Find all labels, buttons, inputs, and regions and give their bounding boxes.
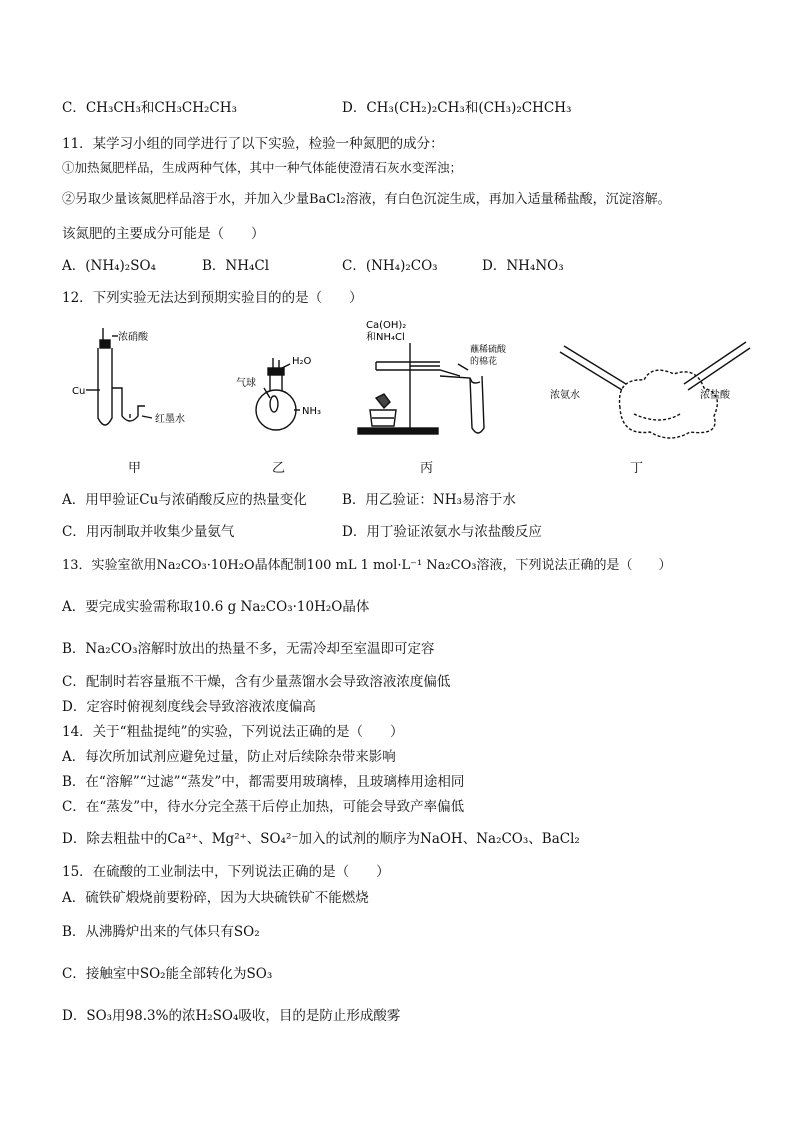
bing-reagent-label-2: 和NH₄Cl [366,332,405,343]
bing-reagent-label-1: Ca(OH)₂ [366,320,407,331]
jia-metal-label: Cu [72,386,86,397]
q12-option-a: A．用甲验证Cu与浓硝酸反应的热量变化 [62,492,307,508]
bing-stand-base [358,428,438,434]
bing-cotton-label-2: 的棉花 [470,357,498,367]
figure-bing [358,343,484,434]
jia-stopper [100,340,110,348]
bing-collecting-tube [470,376,484,433]
figure-jia-caption: 甲 [128,461,142,476]
q12-option-d: D．用丁验证浓氨水与浓盐酸反应 [342,524,542,540]
q12-option-c: C．用丙制取并收集少量氨气 [62,524,235,540]
q14-option-c: C．在“蒸发”中，待水分完全蒸干后停止加热，可能会导致产率偏低 [62,799,465,815]
q15-stem: 15．在硫酸的工业制法中，下列说法正确的是（ ） [62,864,390,880]
bing-tube [376,370,460,376]
q14-option-d: D．除去粗盐中的Ca²⁺、Mg²⁺、SO₄²⁻加入的试剂的顺序为NaOH、Na₂CO₃、BaCl₂ [62,831,580,847]
jia-water-label: 红墨水 [155,414,185,425]
q11-question: 该氮肥的主要成分可能是（ ） [62,226,265,242]
q12-apparatus-figures [60,318,760,478]
q12-stem: 12．下列实验无法达到预期实验目的的是（ ） [62,290,363,306]
q15-option-b: B．从沸腾炉出来的气体只有SO₂ [62,924,260,940]
figure-yi-caption: 乙 [272,461,286,476]
q14-stem: 14．关于“粗盐提纯”的实验，下列说法正确的是（ ） [62,724,404,740]
ding-left-label: 浓氨水 [550,390,580,401]
q13-option-c: C．配制时若容量瓶不干燥，含有少量蒸馏水会导致溶液浓度偏低 [62,674,451,690]
q14-option-b: B．在“溶解”“过滤”“蒸发”中，都需要用玻璃棒，且玻璃棒用途相同 [62,774,465,790]
q11-step2: ②另取少量该氮肥样品溶于水，并加入少量BaCl₂溶液，有白色沉淀生成，再加入适量稀盐酸，沉淀溶解。 [62,192,671,207]
q10-option-d-text: CH₃(CH₂)₂CH₃和(CH₃)₂CHCH₃ [366,100,572,116]
q12-option-b: B．用乙验证：NH₃易溶于水 [342,492,516,508]
yi-balloon [270,396,278,412]
q10-option-d [342,98,571,118]
q10-option-c-text: CH₃CH₃和CH₃CH₂CH₃ [85,100,237,116]
q11-step1: ①加热氮肥样品，生成两种气体，其中一种气体能使澄清石灰水变浑浊； [62,160,463,175]
q11-option-a: A．(NH₄)₂SO₄ [62,258,156,274]
q10-option-c [62,98,237,118]
q10-option-d-label: D． [342,100,367,116]
q15-option-d: D．SO₃用98.3%的浓H₂SO₄吸收，目的是防止形成酸雾 [62,1008,401,1024]
q13-option-b: B．Na₂CO₃溶解时放出的热量不多，无需冷却至室温即可定容 [62,641,435,657]
figure-yi [256,358,300,430]
yi-water-label: H₂O [292,356,312,367]
yi-balloon-label: 气球 [236,378,256,389]
bing-delivery-tube [440,376,480,383]
figure-ding-caption: 丁 [630,461,644,476]
bing-cotton-label-1: 蘸稀硫酸 [470,345,507,355]
jia-test-tube [98,348,112,425]
q11-option-c: C．(NH₄)₂CO₃ [342,258,438,274]
q11-stem: 11．某学习小组的同学进行了以下实验，检验一种氮肥的成分： [62,136,444,152]
yi-flask-neck [270,373,282,391]
bing-flame [376,394,390,408]
q13-option-a: A．要完成实验需称取10.6 g Na₂CO₃·10H₂O晶体 [62,599,370,615]
q11-option-d: D．NH₄NO₃ [482,258,564,274]
ding-left-rod [560,346,626,390]
ding-right-rod [684,342,750,390]
jia-u-tube [112,388,145,421]
q14-option-a: A．每次所加试剂应避免过量，防止对后续除杂带来影响 [62,749,396,765]
figure-bing-caption: 丙 [420,461,434,476]
ding-right-label: 浓盐酸 [700,390,730,401]
q13-option-d: D．定容时俯视刻度线会导致溶液浓度偏高 [62,699,316,715]
q11-option-b: B．NH₄Cl [202,258,270,274]
q10-option-c-label: C． [62,100,86,116]
q15-option-a: A．硫铁矿煅烧前要粉碎，因为大块硫铁矿不能燃烧 [62,890,369,906]
q15-option-c: C．接触室中SO₂能全部转化为SO₃ [62,966,273,982]
q13-stem: 13．实验室欲用Na₂CO₃·10H₂O晶体配制100 mL 1 mol·L⁻¹ Na₂CO₃溶液，下列说法正确的是（ ） [62,558,672,573]
yi-gas-label: NH₃ [302,406,322,417]
jia-reagent-label: 浓硝酸 [118,332,148,343]
